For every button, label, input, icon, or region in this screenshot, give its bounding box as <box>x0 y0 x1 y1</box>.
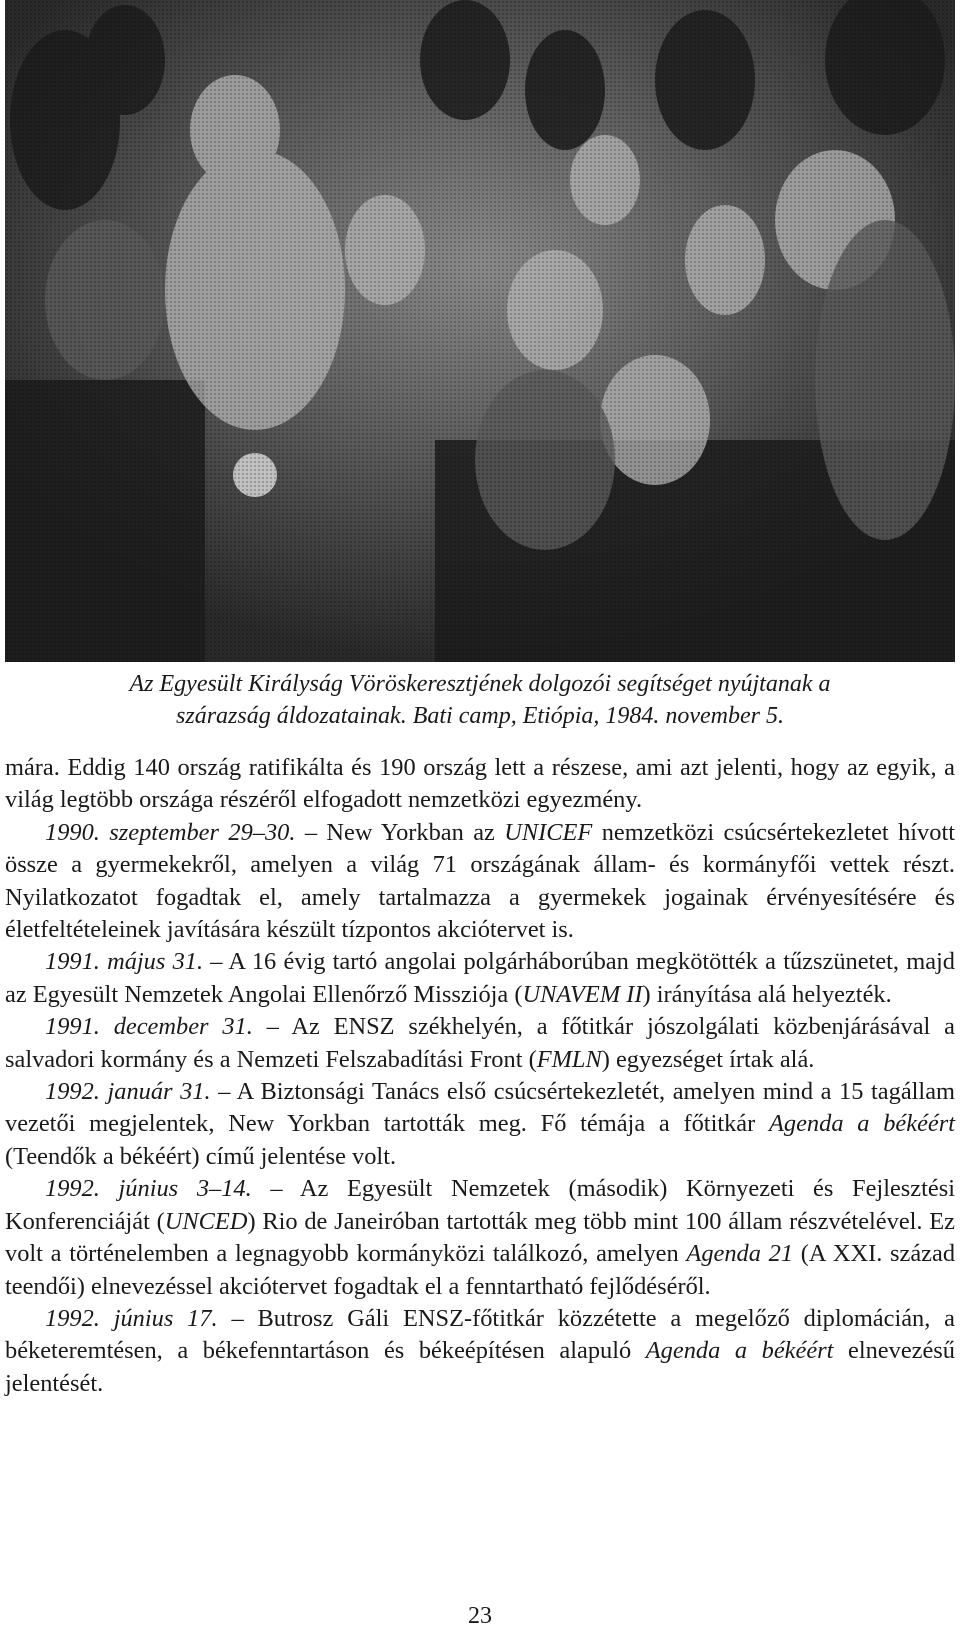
entry-text: nemzetközi csúcsértekezletet hívott össze a gyermekekről, amelyen a világ 71 országának állam- és kormányfői vettek részt. Nyilatkozatot fogadtak el, amely tartalmazza a gyermekek jogainak érvényesítésére és életfeltételeinek javítására készült tízpontos akciótervet is. <box>5 818 955 944</box>
entry-text: – Az Egyesült Nemzetek (második) Környezeti és Fejlesztési Konferenciáját ( <box>5 1175 955 1235</box>
entry-date: 1992. június 17. <box>45 1304 218 1332</box>
page-number: 23 <box>468 1603 492 1629</box>
entry-emphasis: UNAVEM II <box>522 980 643 1008</box>
entry-emphasis: Agenda 21 <box>686 1240 794 1268</box>
entry-emphasis: Agenda a békéért <box>769 1110 955 1138</box>
entry-text: elnevezésű jelentését. <box>5 1337 955 1397</box>
paragraph-1992-jan <box>5 1076 955 1173</box>
entry-date: 1991. december 31. <box>45 1013 253 1041</box>
paragraph-1992-jun-17 <box>5 1303 955 1400</box>
paragraph-1991-may <box>5 946 955 1011</box>
entry-text: ) egyezséget írtak alá. <box>601 1045 815 1073</box>
paragraph-text: mára. Eddig 140 ország ratifikálta és 190 ország lett a részese, ami azt jelenti, hogy az egyik, a világ legtöbb országa részéről elfogadott nemzetközi egyezmény. <box>5 754 955 814</box>
entry-text: (Teendők a békéért) című jelentése volt. <box>5 1142 397 1170</box>
entry-text: – New Yorkban az <box>295 818 505 846</box>
photograph <box>5 0 955 662</box>
entry-date: 1992. január 31. <box>45 1078 211 1106</box>
caption-line-1: Az Egyesült Királyság Vöröskeresztjének dolgozói segítséget nyújtanak a <box>129 671 831 697</box>
entry-date: 1992. június 3–14. <box>45 1175 252 1203</box>
entry-emphasis: FMLN <box>536 1045 602 1073</box>
paragraph-1991-dec <box>5 1011 955 1076</box>
paragraph-1990-sep <box>5 817 955 947</box>
caption-line-2: szárazság áldozatainak. Bati camp, Etiópia, 1984. november 5. <box>176 703 784 729</box>
entry-text: – A Biztonsági Tanács első csúcsértekezletét, amelyen mind a 15 tagállam vezetői megjelentek, New Yorkban tartották meg. Fő témája a főtitkár <box>5 1078 955 1138</box>
paragraph-continued <box>5 752 955 817</box>
entry-text: (A XXI. század teendői) elnevezéssel akciótervet fogadtak el a fenntartható fejlődéséről. <box>5 1240 956 1300</box>
entry-text: ) Rio de Janeiróban tartották meg több mint 100 állam részvételével. Ez volt a történelemben a legnagyobb kormányközi találkozó, amelyen <box>5 1207 955 1268</box>
entry-date: 1991. május 31. <box>45 948 204 976</box>
entry-emphasis: UNCED <box>164 1207 248 1235</box>
body-text <box>5 752 955 1400</box>
photo-caption <box>40 668 920 732</box>
entry-date: 1990. szeptember 29–30. <box>45 818 296 846</box>
paragraph-1992-jun-3 <box>5 1173 955 1303</box>
entry-text: – A 16 évig tartó angolai polgárháborúban megkötötték a tűzszünetet, majd az Egyesült Nemzetek Angolai Ellenőrző Missziója ( <box>5 948 955 1008</box>
entry-emphasis: Agenda a békéért <box>645 1337 834 1365</box>
entry-text: ) irányítása alá helyezték. <box>642 980 892 1008</box>
photograph-icon <box>5 0 955 662</box>
entry-emphasis: UNICEF <box>504 818 593 846</box>
entry-text: – Az ENSZ székhelyén, a főtitkár jószolgálati közbenjárásával a salvadori kormány és a Nemzeti Felszabadítási Front ( <box>5 1013 955 1073</box>
entry-text: – Butrosz Gáli ENSZ-főtitkár közzétette a megelőző diplomácián, a béketeremtésen, a békefenntartáson és békeépítésen alapuló <box>5 1304 955 1365</box>
